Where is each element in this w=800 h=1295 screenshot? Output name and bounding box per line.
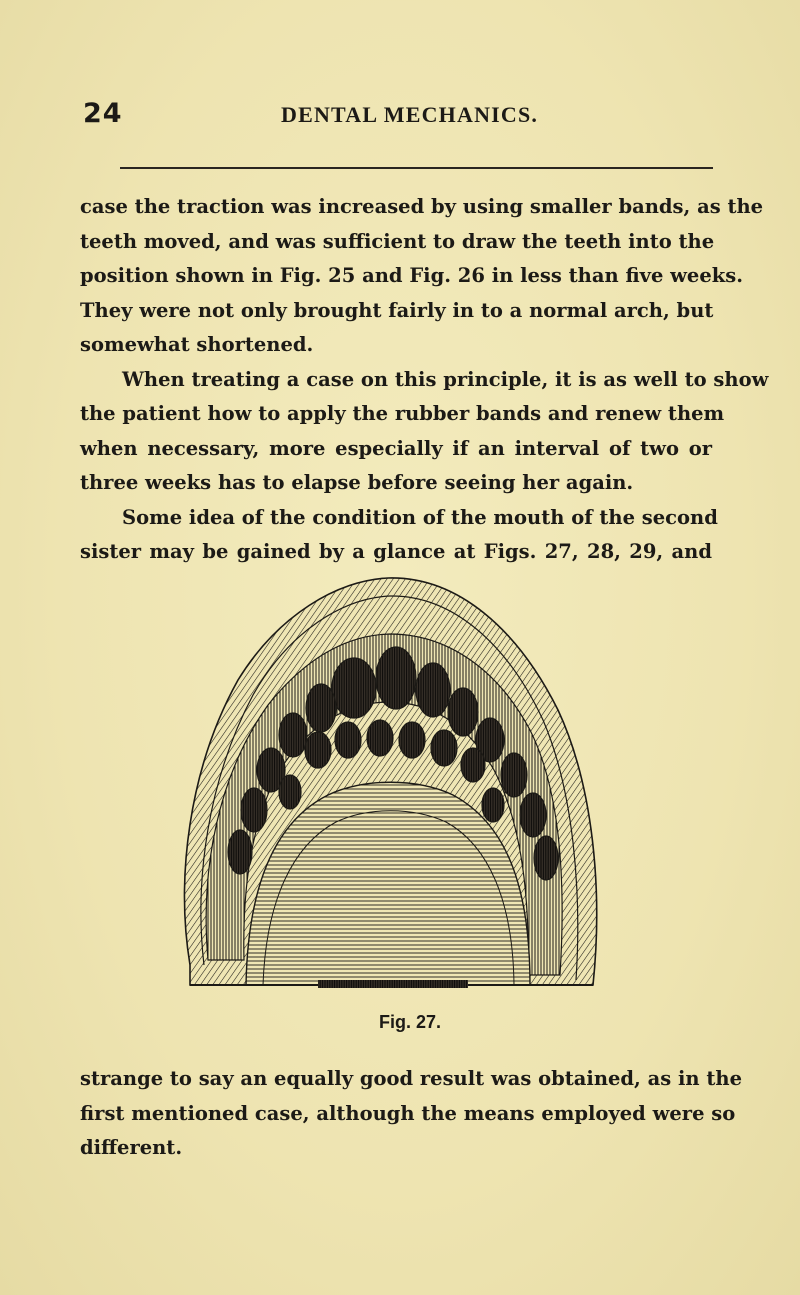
figure-caption: Fig. 27.	[378, 1012, 441, 1032]
running-title: DENTAL MECHANICS.	[281, 102, 539, 127]
text-line: three weeks has to elapse before seeing her again.	[80, 471, 634, 494]
text-line: first mentioned case, although the means employed were so	[80, 1101, 736, 1125]
text-line: strange to say an equally good result was obtained, as in the	[80, 1067, 742, 1090]
text-line: When treating a case on this principle, it is as well to show	[122, 367, 769, 391]
text-block-top	[80, 190, 769, 570]
text-line: Some idea of the condition of the mouth of the second	[122, 505, 718, 529]
text-line: position shown in Fig. 25 and Fig. 26 in less than five weeks.	[80, 264, 744, 287]
text-line: different.	[80, 1136, 183, 1159]
text-line: the patient how to apply the rubber bands and renew them	[80, 402, 725, 425]
header-rule	[120, 167, 713, 169]
page-number: 24	[83, 98, 123, 129]
text-line: sister may be gained by a glance at Figs. 27, 28, 29, and	[80, 540, 712, 563]
text-line: case the traction was increased by using smaller bands, as the	[80, 195, 764, 218]
text-line: They were not only brought fairly in to a normal arch, but	[80, 298, 714, 322]
text-block-bottom	[80, 1062, 742, 1166]
text-line: teeth moved, and was sufficient to draw the teeth into the	[80, 229, 715, 253]
page-header	[80, 98, 720, 138]
text-line: somewhat shortened.	[80, 333, 314, 356]
text-line: when necessary, more especially if an interval of two or	[80, 436, 712, 460]
dental-arch-figure	[168, 560, 608, 1000]
